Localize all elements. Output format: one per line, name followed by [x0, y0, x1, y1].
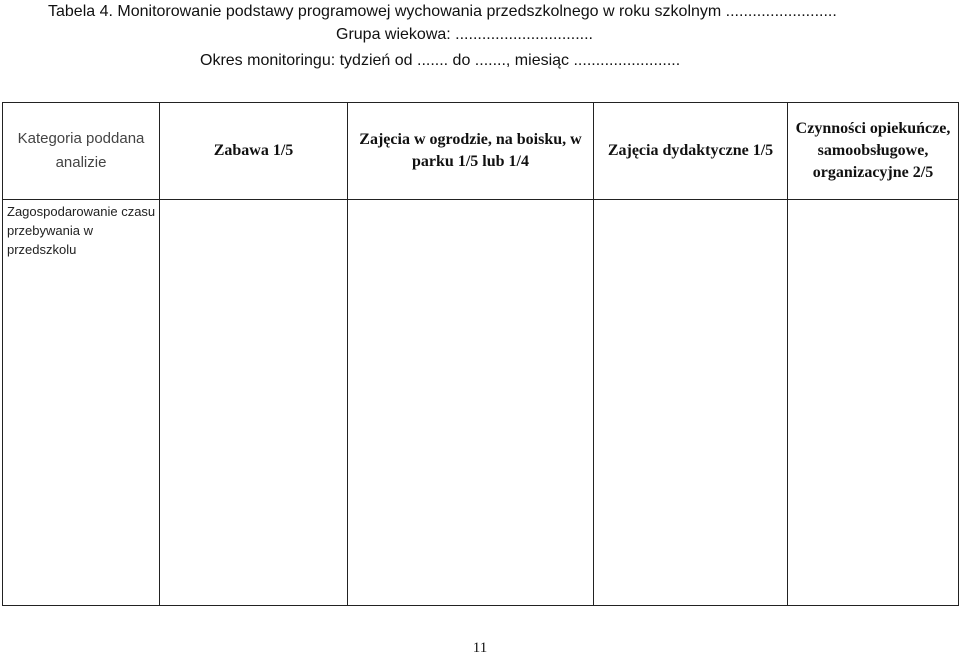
row-label-zagospodarowanie: Zagospodarowanie czasu przebywania w przedszkolu — [3, 200, 160, 606]
age-group-line: Grupa wiekowa: ............................... — [336, 26, 593, 43]
column-header-zabawa: Zabawa 1/5 — [160, 103, 348, 200]
table-cell-zajecia-ogrod — [348, 200, 594, 606]
column-header-zajecia-ogrod: Zajęcia w ogrodzie, na boisku, w parku 1/5 lub 1/4 — [348, 103, 594, 200]
column-header-zajecia-dydaktyczne: Zajęcia dydaktyczne 1/5 — [594, 103, 788, 200]
column-header-czynnosci-opiekuncze: Czynności opiekuńcze, samoobsługowe, organizacyjne 2/5 — [788, 103, 959, 200]
table-title: Tabela 4. Monitorowanie podstawy programowej wychowania przedszkolnego w roku szkolnym ......................... — [48, 3, 837, 20]
monitoring-period-line: Okres monitoringu: tydzień od ....... do ......., miesiąc ........................ — [200, 52, 681, 69]
category-header-cell: Kategoria poddana analizie — [3, 103, 160, 200]
table-row — [3, 200, 959, 606]
monitoring-table — [2, 102, 959, 606]
table-cell-zajecia-dydaktyczne — [594, 200, 788, 606]
page-number: 11 — [472, 640, 488, 654]
table-header-row — [3, 103, 959, 200]
table-cell-zabawa — [160, 200, 348, 606]
table-cell-czynnosci-opiekuncze — [788, 200, 959, 606]
